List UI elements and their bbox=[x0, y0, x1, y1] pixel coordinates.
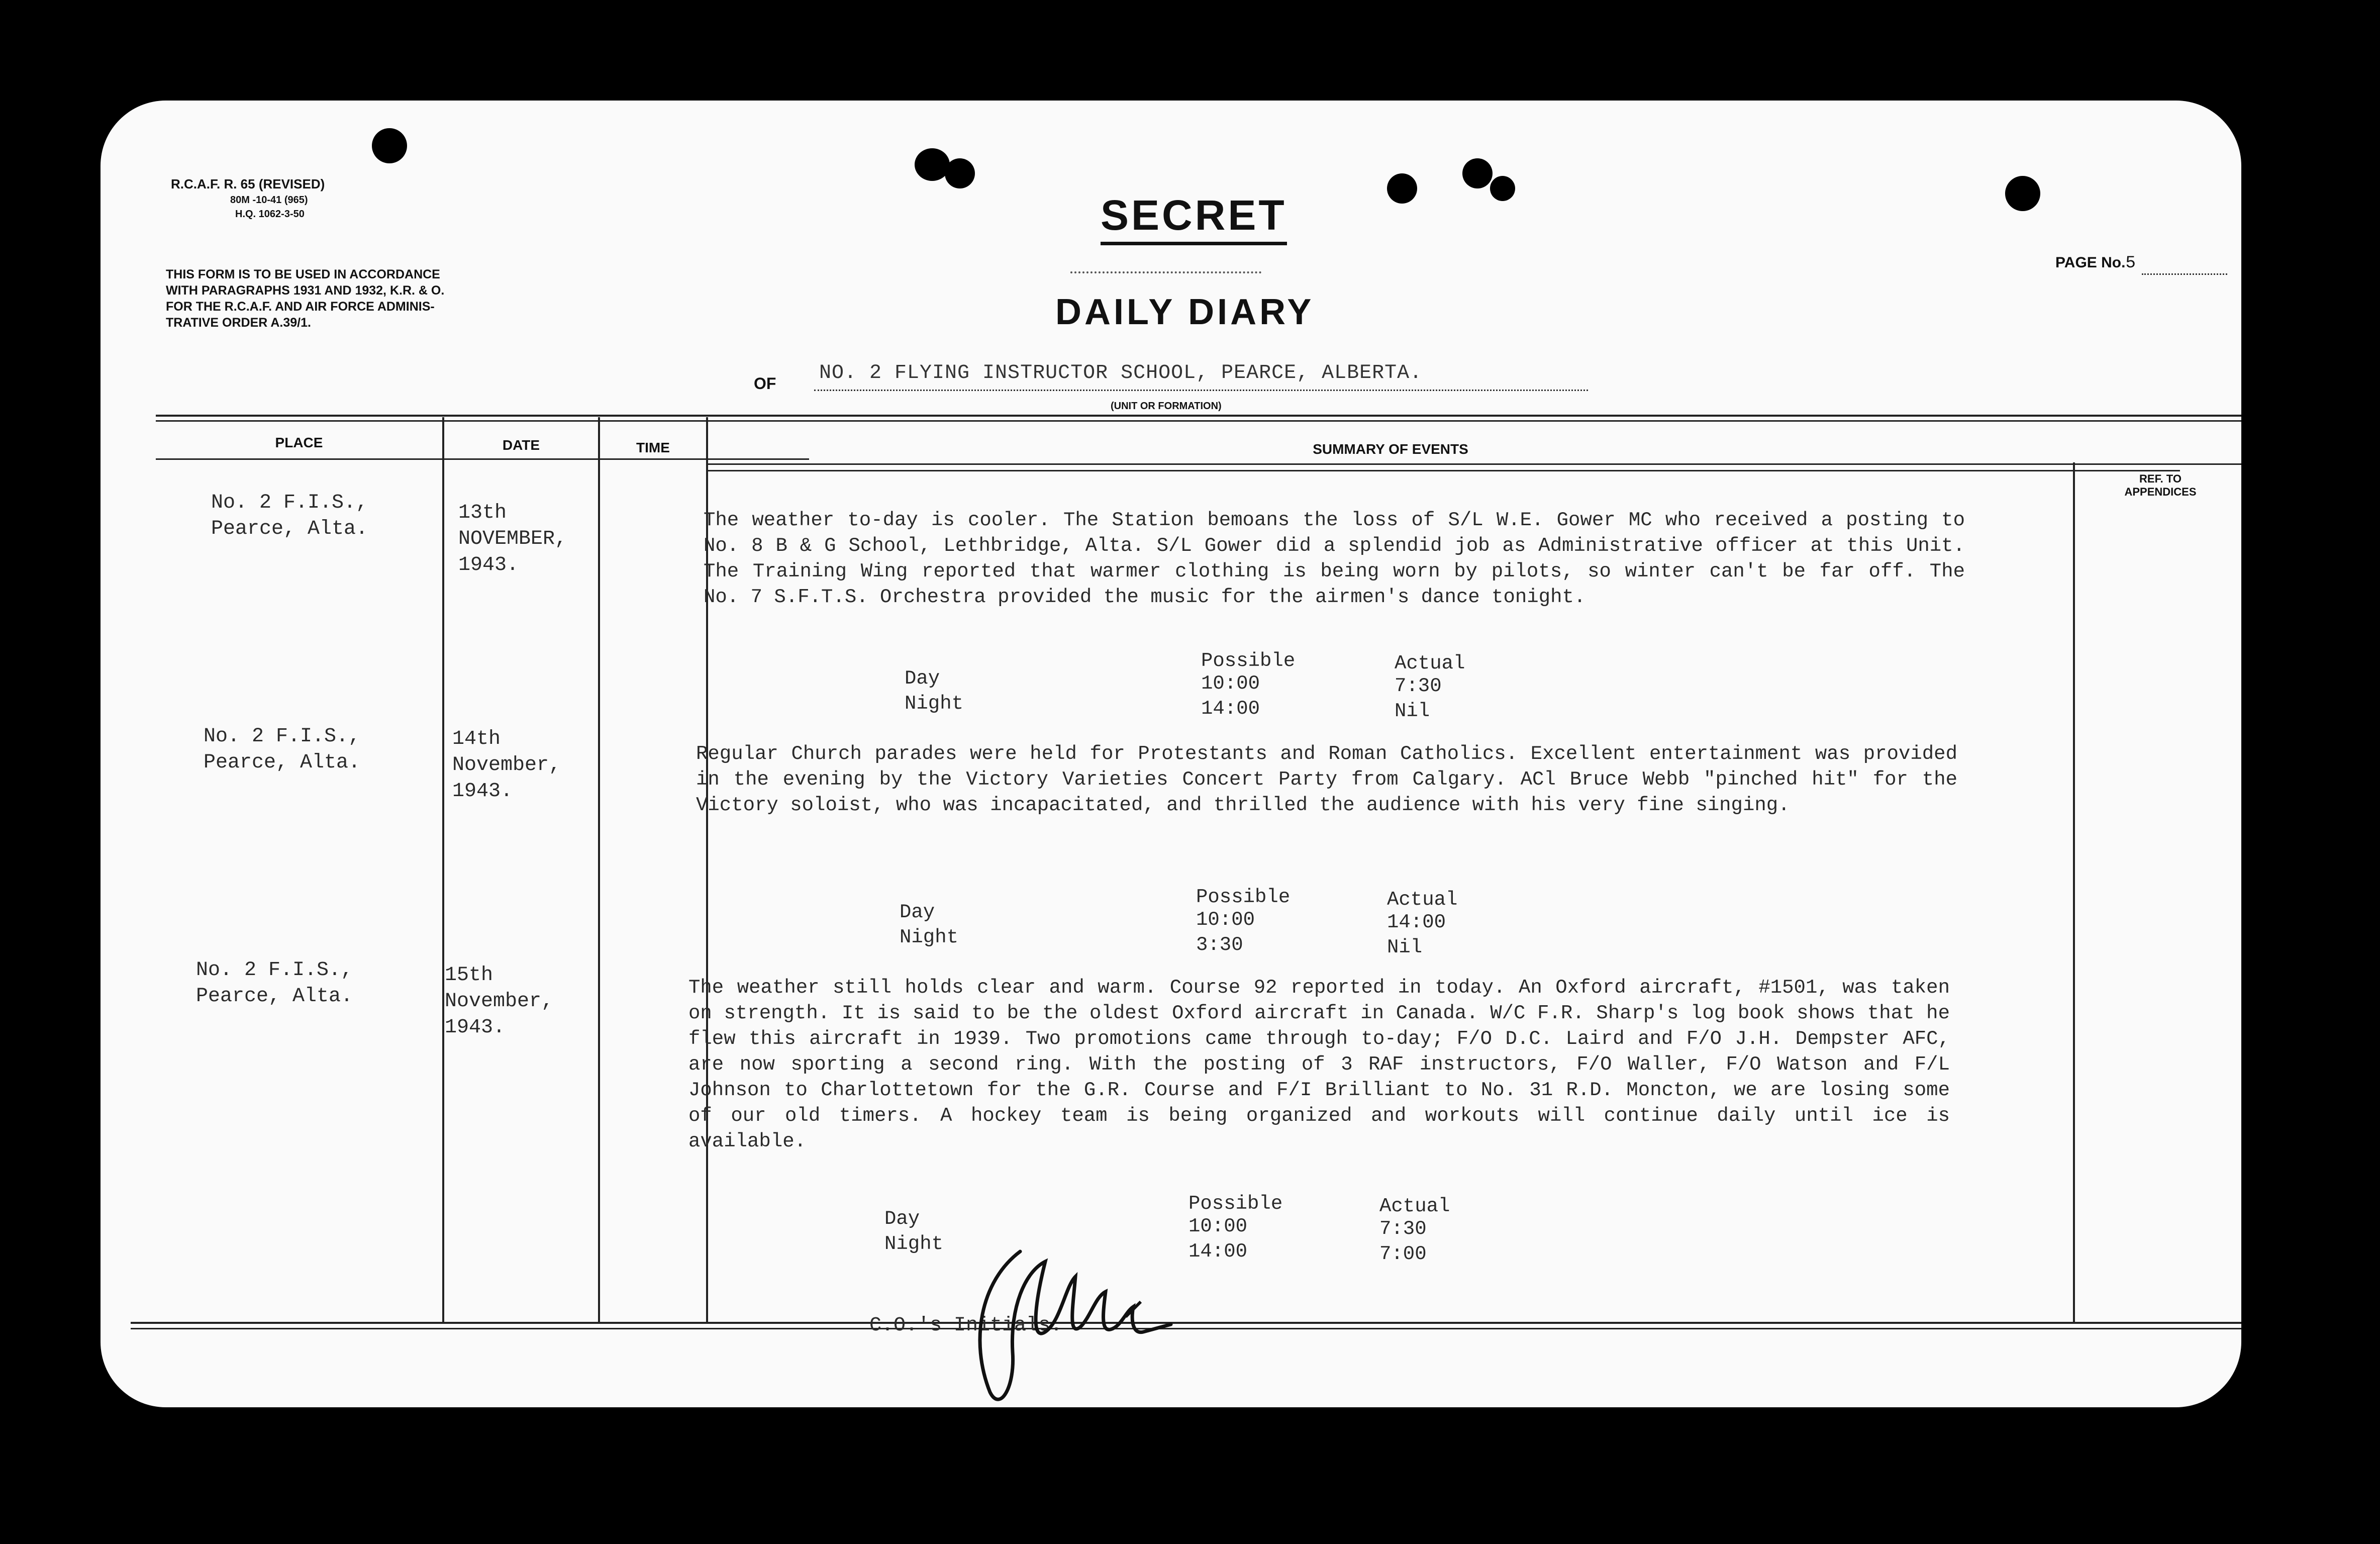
flying-night-label: Night bbox=[900, 926, 959, 948]
binder-hole bbox=[372, 128, 407, 163]
column-header-ref-line: REF. TO bbox=[2139, 472, 2181, 485]
flying-night-actual: Nil bbox=[1395, 700, 1430, 722]
diary-form-sheet bbox=[101, 101, 2241, 1407]
binder-hole bbox=[1462, 158, 1493, 188]
binder-hole bbox=[2005, 176, 2040, 211]
dotted-divider bbox=[1070, 271, 1261, 273]
flying-possible-label: Possible bbox=[1188, 1193, 1283, 1215]
page-title: DAILY DIARY bbox=[1055, 292, 1315, 332]
entry-place: No. 2 F.I.S., Pearce, Alta. bbox=[204, 725, 361, 774]
column-divider bbox=[598, 417, 600, 1322]
column-header-place: PLACE bbox=[275, 435, 323, 450]
page-number-line bbox=[2142, 273, 2227, 275]
unit-name: NO. 2 FLYING INSTRUCTOR SCHOOL, PEARCE, ALBERTA. bbox=[819, 362, 1423, 384]
entry-summary: The weather still holds clear and warm. Course 92 reported in today. An Oxford aircraft, #1501, was taken on strength. It is said to be the oldest Oxford aircraft in Canada. W/C F.R. Sharp's log book shows that he flew this aircraft in 1939. Two promotions came through to-day; F/O D.C. Laird and F/O J.H. Dempster AFC, are now sporting a second ring. With the posting of 3 RAF instructors, F/O Waller, F/O Watson and F/L Johnson to Charlottetown for the G.R. Course and F/I Brilliant to No. 31 R.D. Moncton, we are losing some of our old timers. A hockey team is being organized and workouts will continue daily until ice is available. bbox=[688, 977, 1950, 1152]
flying-day-label: Day bbox=[884, 1208, 920, 1230]
column-header-time: TIME bbox=[636, 440, 670, 455]
entry-summary: The weather to-day is cooler. The Station bemoans the loss of S/L W.E. Gower MC who received a posting to No. 8 B & G School, Lethbridge, Alta. S/L Gower did a splendid job as Administrative officer at this Unit. The Training Wing reported that warmer clothing is being worn by pilots, so winter can't be far off. The No. 7 S.F.T.S. Orchestra provided the music for the airmen's dance tonight. bbox=[704, 509, 1965, 608]
flying-day-actual: 7:30 bbox=[1395, 675, 1442, 697]
entry-date: 15th November, 1943. bbox=[445, 964, 554, 1039]
unit-line bbox=[814, 390, 1588, 391]
flying-night-actual: Nil bbox=[1387, 936, 1423, 958]
unit-caption: (UNIT OR FORMATION) bbox=[1111, 401, 1222, 412]
flying-day-possible: 10:00 bbox=[1201, 672, 1260, 695]
flying-day-possible: 10:00 bbox=[1188, 1215, 1248, 1237]
column-divider bbox=[2073, 462, 2075, 1322]
flying-night-possible: 14:00 bbox=[1188, 1240, 1248, 1263]
flying-night-actual: 7:00 bbox=[1379, 1243, 1427, 1265]
table-top-rule bbox=[156, 415, 2241, 417]
entry-summary: Regular Church parades were held for Protestants and Roman Catholics. Excellent entertainment was provided in the evening by the Victory Varieties Concert Party from Calgary. ACl Bruce Webb "pinched hit" for the Victory soloist, who was incapacitated, and thrilled the audience with his very fine singing. bbox=[696, 743, 1957, 816]
header-bottom-rule bbox=[708, 463, 2241, 465]
page-number-value: 5 bbox=[2125, 254, 2136, 273]
flying-possible-label: Possible bbox=[1201, 650, 1296, 672]
co-initials-label: C.O.'s Initials. bbox=[869, 1314, 1063, 1337]
table-top-rule bbox=[156, 420, 2241, 422]
form-note-line: TRATIVE ORDER A.39/1. bbox=[166, 316, 311, 330]
co-signature bbox=[960, 1241, 1191, 1407]
form-note-line: FOR THE R.C.A.F. AND AIR FORCE ADMINIS- bbox=[166, 300, 435, 314]
flying-actual-label: Actual bbox=[1379, 1195, 1450, 1217]
form-note-line: WITH PARAGRAPHS 1931 AND 1932, K.R. & O. bbox=[166, 283, 445, 298]
flying-day-actual: 14:00 bbox=[1387, 911, 1446, 933]
flying-actual-label: Actual bbox=[1387, 889, 1458, 911]
column-header-summary: SUMMARY OF EVENTS bbox=[1313, 441, 1468, 457]
binder-hole bbox=[1387, 173, 1417, 204]
flying-possible-label: Possible bbox=[1196, 886, 1291, 908]
flying-day-possible: 10:00 bbox=[1196, 909, 1255, 931]
flying-night-label: Night bbox=[884, 1233, 944, 1255]
flying-night-label: Night bbox=[905, 693, 964, 715]
form-hq-code: H.Q. 1062-3-50 bbox=[235, 209, 305, 220]
of-label: OF bbox=[754, 374, 776, 393]
binder-hole bbox=[1490, 176, 1515, 201]
entry-date: 14th November, 1943. bbox=[452, 728, 561, 803]
form-note-line: THIS FORM IS TO BE USED IN ACCORDANCE bbox=[166, 267, 440, 281]
secret-stamp: SECRET bbox=[1101, 191, 1287, 245]
header-bottom-rule bbox=[156, 458, 809, 460]
form-print-code: 80M -10-41 (965) bbox=[230, 195, 308, 206]
column-header-ref-line: APPENDICES bbox=[2124, 486, 2197, 498]
binder-hole bbox=[945, 158, 975, 188]
flying-day-actual: 7:30 bbox=[1379, 1218, 1427, 1240]
entry-place: No. 2 F.I.S., Pearce, Alta. bbox=[196, 959, 353, 1008]
flying-day-label: Day bbox=[905, 667, 940, 690]
flying-actual-label: Actual bbox=[1395, 652, 1465, 674]
form-id: R.C.A.F. R. 65 (REVISED) bbox=[171, 176, 325, 191]
entry-place: No. 2 F.I.S., Pearce, Alta. bbox=[211, 492, 368, 540]
column-header-date: DATE bbox=[502, 437, 540, 453]
entry-date: 13th NOVEMBER, 1943. bbox=[458, 502, 567, 576]
header-bottom-rule bbox=[708, 470, 2180, 471]
page-number-field bbox=[2055, 254, 2136, 273]
column-header-ref bbox=[2075, 472, 2241, 499]
flying-night-possible: 14:00 bbox=[1201, 698, 1260, 720]
page-number-label: PAGE No. bbox=[2055, 254, 2126, 271]
column-divider bbox=[442, 417, 444, 1322]
flying-night-possible: 3:30 bbox=[1196, 934, 1243, 956]
flying-day-label: Day bbox=[900, 901, 935, 923]
